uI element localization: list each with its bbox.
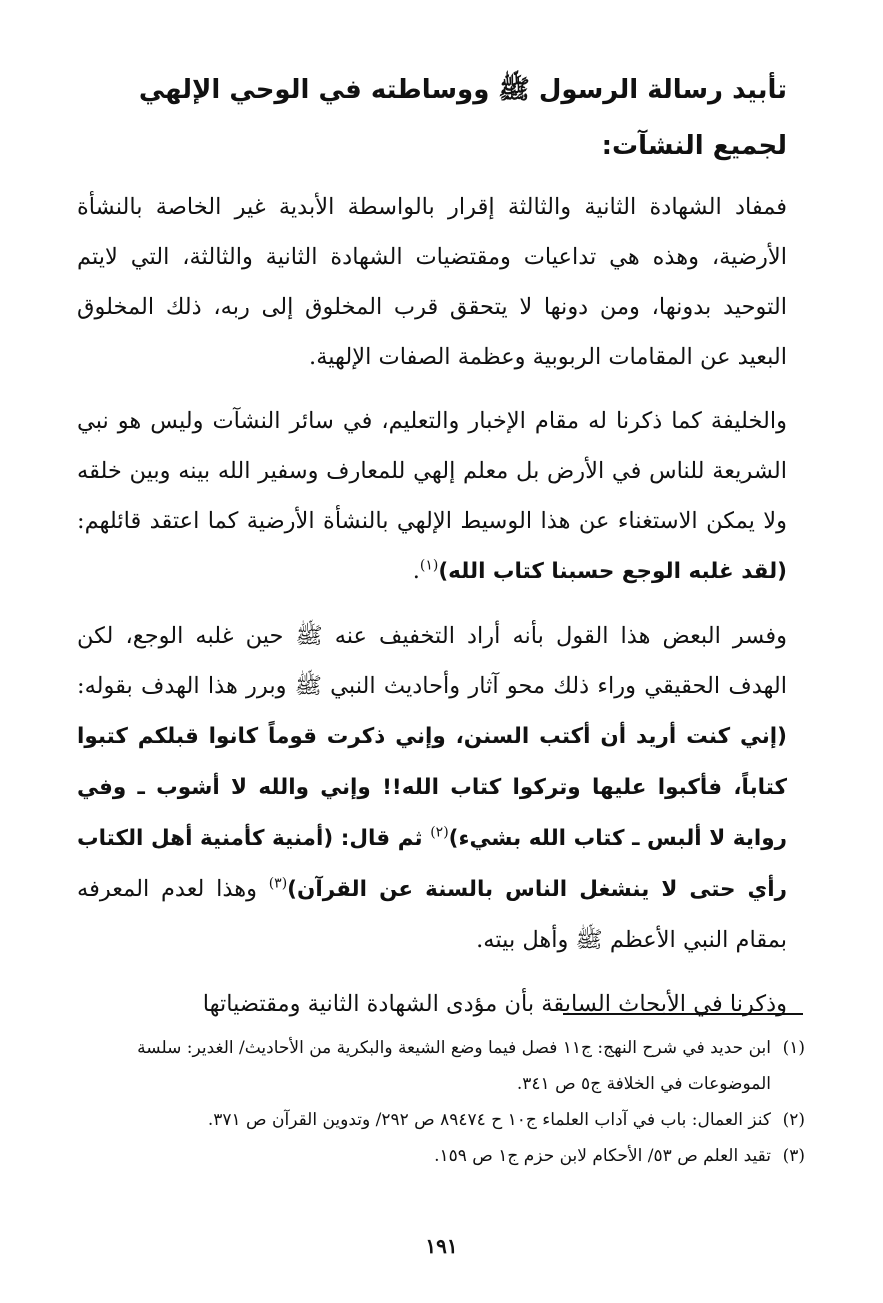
body-text xyxy=(77,182,787,1043)
paragraph-3-text-3: وهذا لعدم المعرفه بمقام النبي الأعظم ﷺ وأهل بيته. xyxy=(77,876,787,953)
footnote-number: (٣) xyxy=(782,1146,805,1166)
footnotes xyxy=(80,1030,805,1174)
footnote-ref-2: (٢) xyxy=(430,824,449,841)
footnote-ref-1: (١) xyxy=(419,557,439,574)
footnote-divider xyxy=(563,1013,803,1015)
paragraph-3-quote-1: (إني كنت أريد أن أكتب السنن، وإني ذكرت قوماً كانوا قبلكم كتبوا كتاباً، فأكبوا عليها وتركوا كتاب الله!! وإني والله لا أشوب ـ وفي رواية لا ألبس ـ كتاب الله بشيء) xyxy=(77,724,788,851)
paragraph-3-quote-2: (أمنية كأمنية أهل الكتاب رأي حتى لا ينشغل الناس بالسنة عن القرآن) xyxy=(77,826,787,902)
footnote-number: (٢) xyxy=(782,1110,805,1130)
footnote-number: (١) xyxy=(782,1038,805,1058)
footnote-item xyxy=(80,1102,805,1138)
paragraph-4: وذكرنا في الأبحاث السابقة بأن مؤدى الشهادة الثانية ومقتضياتها xyxy=(202,991,787,1017)
section-heading: تأبيد رسالة الرسول ﷺ ووساطته في الوحي الإلهي لجميع النشآت: xyxy=(138,75,787,161)
paragraph-3-text-1: وفسر البعض هذا القول بأنه أراد التخفيف عنه ﷺ حين غلبه الوجع، لكن الهدف الحقيقي وراء ذلك محو آثار وأحاديث النبي ﷺ وبرر هذا الهدف بقوله: xyxy=(77,623,787,699)
footnote-item xyxy=(80,1138,805,1174)
footnote-text: ابن حديد في شرح النهج: ج١١ فصل فيما وضع الشيعة والبكرية من الأحاديث/ الغدير: سلسة الموضوعات في الخلافة ج٥ ص ٣٤١. xyxy=(137,1038,771,1094)
paragraph-2-end: . xyxy=(412,558,420,584)
footnote-ref-3: (٣) xyxy=(268,875,288,892)
paragraph-2-text: والخليفة كما ذكرنا له مقام الإخبار والتعليم، في سائر النشآت وليس هو نبي الشريعة للناس في الأرض بل معلم إلهي للمعارف وسفير الله بينه وبين خلقه ولا يمكن الاستغناء عن هذا الوسيط الإلهي بالنشأة الأرضية كما اعتقد قائلهم: xyxy=(77,408,787,534)
paragraph-2 xyxy=(77,396,787,597)
paragraph-3 xyxy=(77,611,787,965)
footnote-text: كنز العمال: باب في آداب العلماء ج١٠ ح ٨٩٤٧٤ ص ٢٩٢/ وتدوين القرآن ص ٣٧١. xyxy=(207,1110,771,1130)
paragraph-3-text-2: ثم قال: xyxy=(333,826,431,851)
paragraph-2-quote: (لقد غلبه الوجع حسبنا كتاب الله) xyxy=(438,559,787,584)
page-number: ١٩١ xyxy=(425,1234,458,1258)
footnote-text: تقيد العلم ص ٥٣/ الأحكام لابن حزم ج١ ص ١٥٩. xyxy=(434,1146,771,1166)
footnote-item xyxy=(80,1030,805,1102)
paragraph-1: فمفاد الشهادة الثانية والثالثة إقرار بالواسطة الأبدية غير الخاصة بالنشأة الأرضية، وهذه هي تداعيات ومقتضيات الشهادة الثانية والثالثة، التي لايتم التوحيد بدونها، ومن دونها لا يتحقق قرب المخلوق إلى ربه، ذلك المخلوق البعيد عن المقامات الربوبية وعظمة الصفات الإلهية. xyxy=(77,194,787,370)
